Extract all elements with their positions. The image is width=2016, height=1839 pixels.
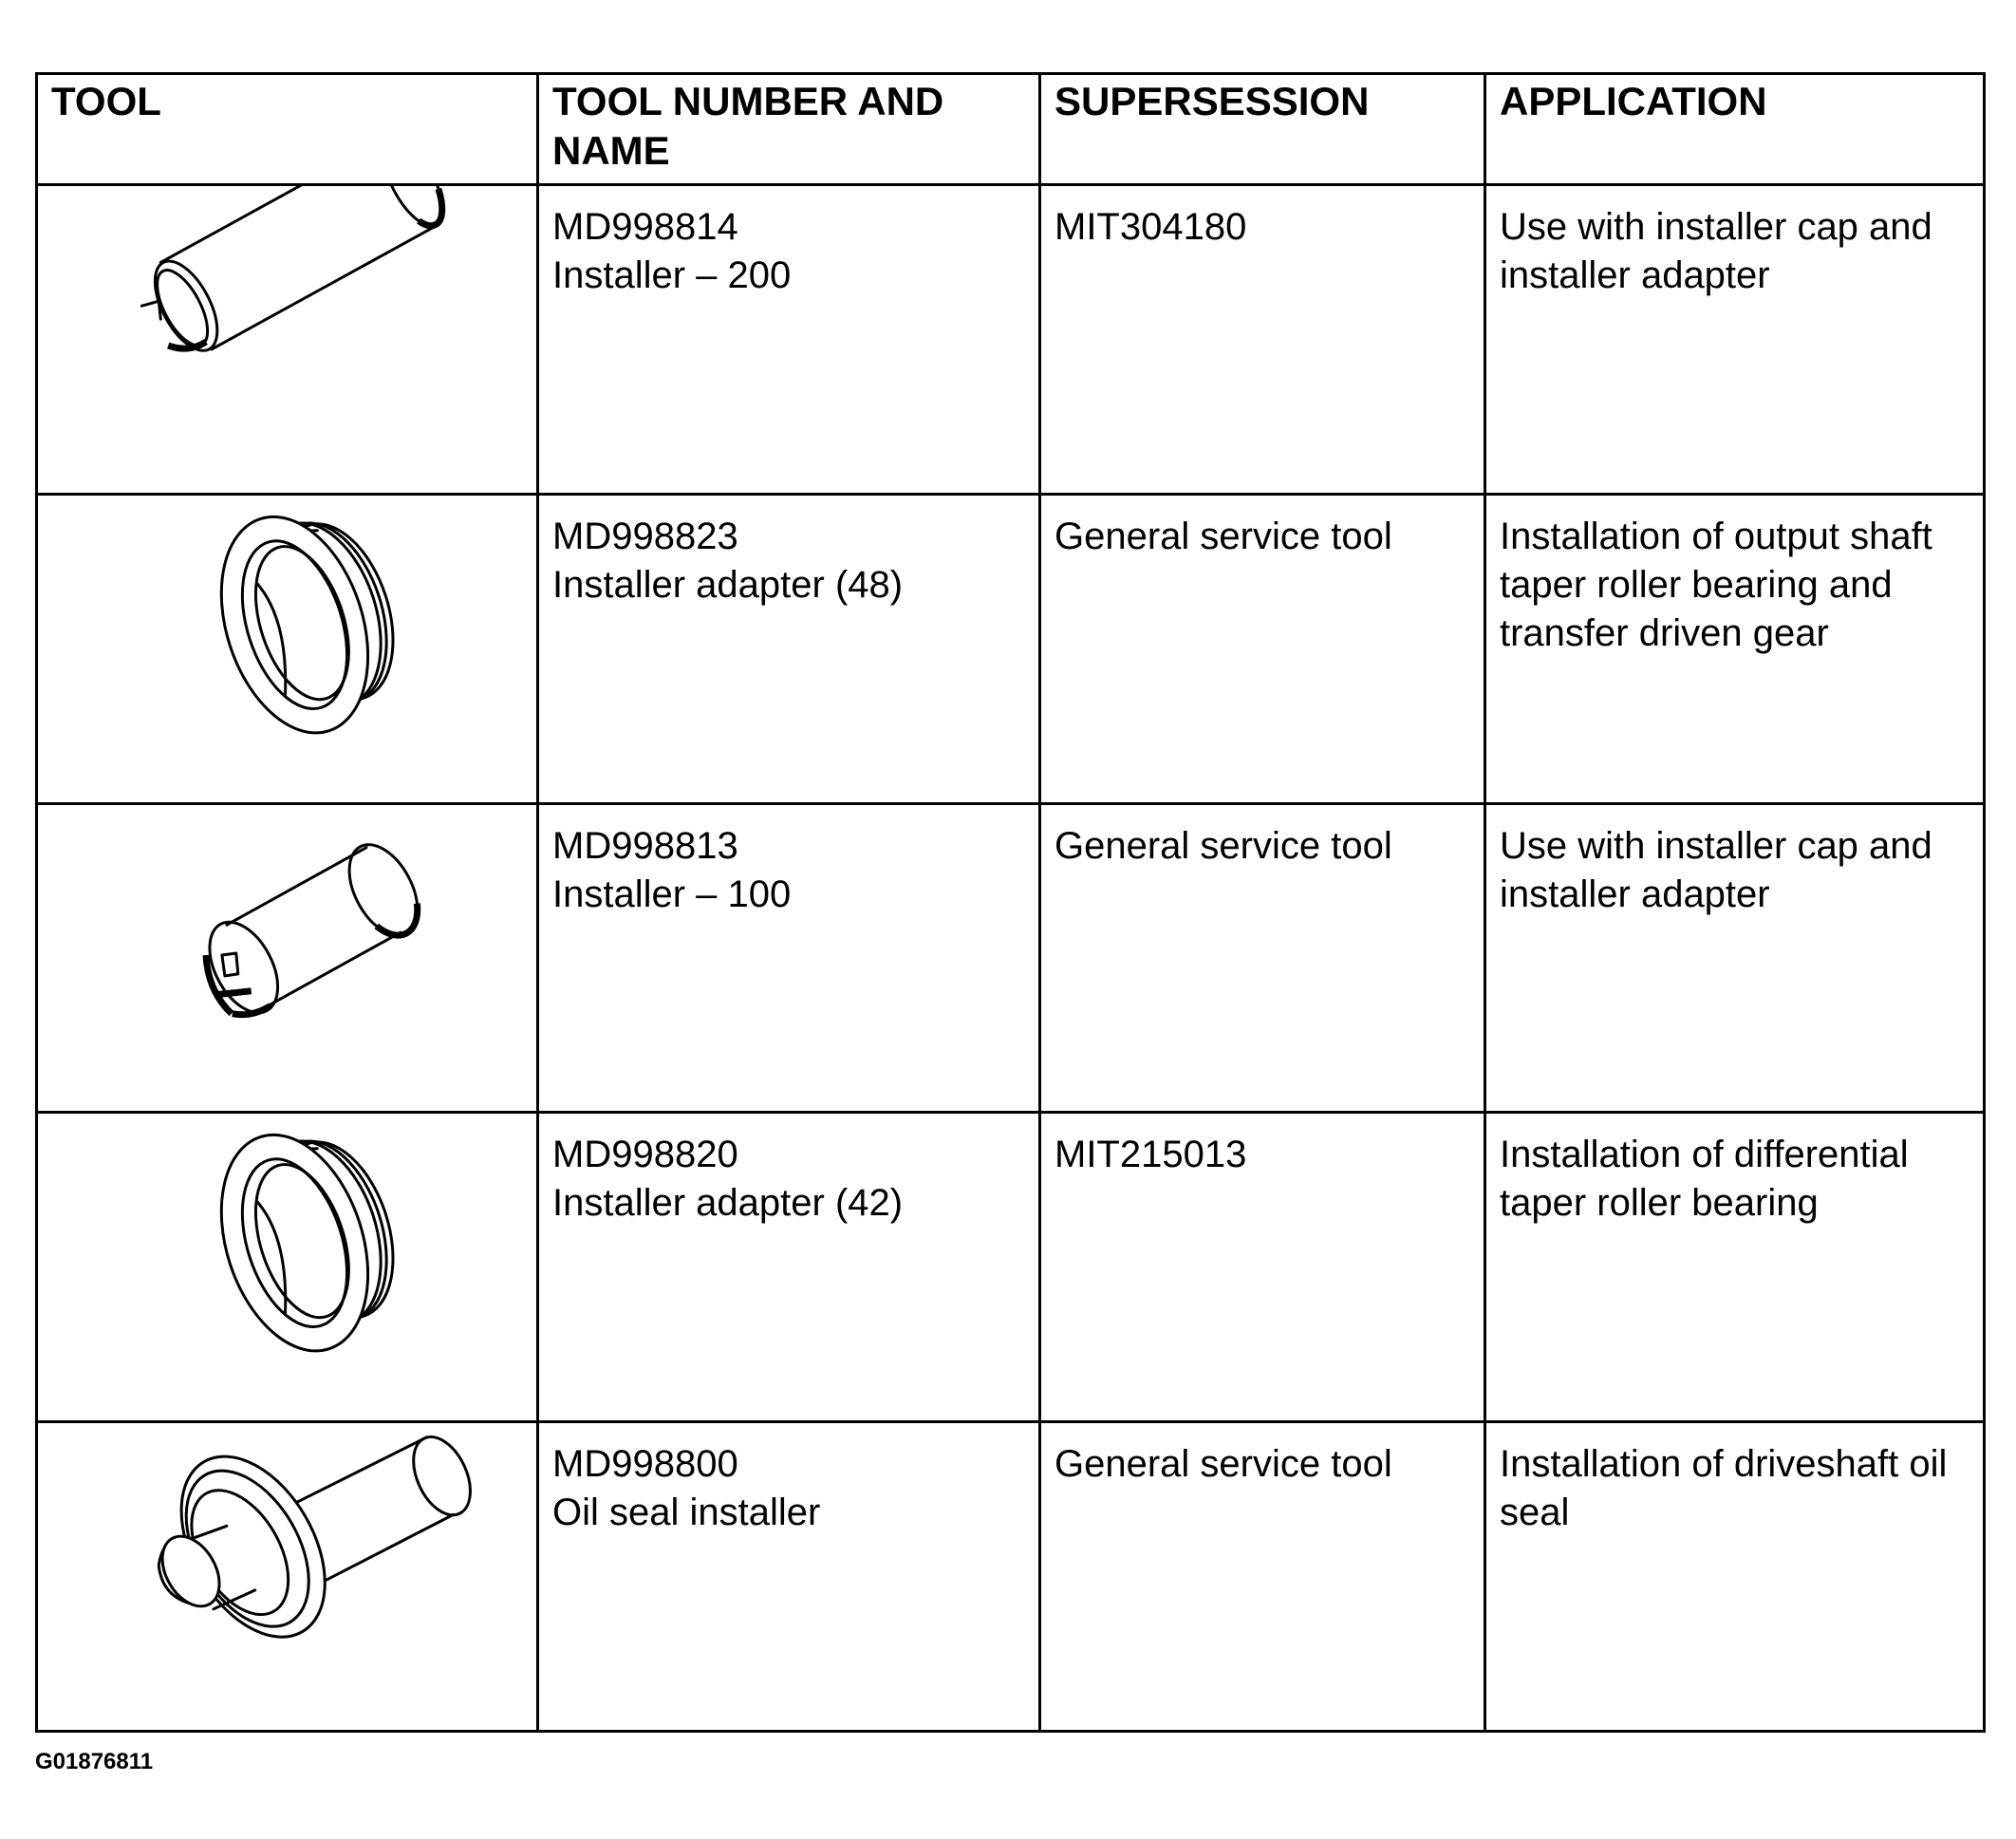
tool-number: MD998820 bbox=[552, 1134, 738, 1176]
header-tool: TOOL bbox=[37, 74, 538, 185]
application-cell: Installation of differential taper roller bearing bbox=[1485, 1113, 1985, 1422]
tool-name: Installer – 100 bbox=[552, 873, 792, 915]
tool-image-cell bbox=[37, 494, 538, 803]
tool-number-name-cell bbox=[538, 1113, 1040, 1422]
table-row bbox=[37, 1113, 1985, 1422]
table-row bbox=[37, 803, 1985, 1113]
supersession-cell: MIT215013 bbox=[1040, 1113, 1485, 1422]
tool-number: MD998813 bbox=[552, 824, 738, 867]
tool-image-cell bbox=[37, 1113, 538, 1422]
tool-name: Installer – 200 bbox=[552, 254, 792, 296]
tool-number: MD998814 bbox=[552, 206, 738, 248]
installer-tube-icon bbox=[38, 186, 536, 490]
tool-name: Oil seal installer bbox=[552, 1492, 821, 1534]
special-tools-table bbox=[35, 72, 1986, 1733]
table-row bbox=[37, 185, 1985, 495]
tool-image-cell bbox=[37, 803, 538, 1113]
supersession-cell: MIT304180 bbox=[1040, 185, 1485, 495]
tool-number: MD998800 bbox=[552, 1443, 738, 1486]
installer-adapter-ring-icon bbox=[38, 1114, 536, 1417]
tool-number-name-cell bbox=[538, 185, 1040, 495]
figure-id: G01876811 bbox=[35, 1749, 154, 1774]
header-application: APPLICATION bbox=[1485, 74, 1985, 185]
table-row bbox=[37, 494, 1985, 803]
installer-tube-short-icon bbox=[38, 805, 536, 1109]
supersession-cell: General service tool bbox=[1040, 1422, 1485, 1732]
tool-number-name-cell bbox=[538, 494, 1040, 803]
application-cell: Use with installer cap and installer adapter bbox=[1485, 803, 1985, 1113]
tool-name: Installer adapter (48) bbox=[552, 563, 904, 606]
supersession-cell: General service tool bbox=[1040, 803, 1485, 1113]
table-row bbox=[37, 1422, 1985, 1732]
application-cell: Installation of output shaft taper roller bearing and transfer driven gear bbox=[1485, 494, 1985, 803]
tool-number-name-cell bbox=[538, 1422, 1040, 1732]
application-cell: Use with installer cap and installer adapter bbox=[1485, 185, 1985, 495]
oil-seal-installer-icon bbox=[38, 1423, 536, 1727]
tool-name: Installer adapter (42) bbox=[552, 1182, 904, 1225]
table-header-row bbox=[37, 74, 1985, 185]
header-supersession: SUPERSESSION bbox=[1040, 74, 1485, 185]
tool-image-cell bbox=[37, 185, 538, 495]
installer-adapter-ring-icon bbox=[38, 496, 536, 799]
tool-image-cell bbox=[37, 1422, 538, 1732]
tool-number-name-cell bbox=[538, 803, 1040, 1113]
supersession-cell: General service tool bbox=[1040, 494, 1485, 803]
tool-number: MD998823 bbox=[552, 515, 738, 557]
header-tool-number-and-name: TOOL NUMBER AND NAME bbox=[538, 74, 1040, 185]
application-cell: Installation of driveshaft oil seal bbox=[1485, 1422, 1985, 1732]
